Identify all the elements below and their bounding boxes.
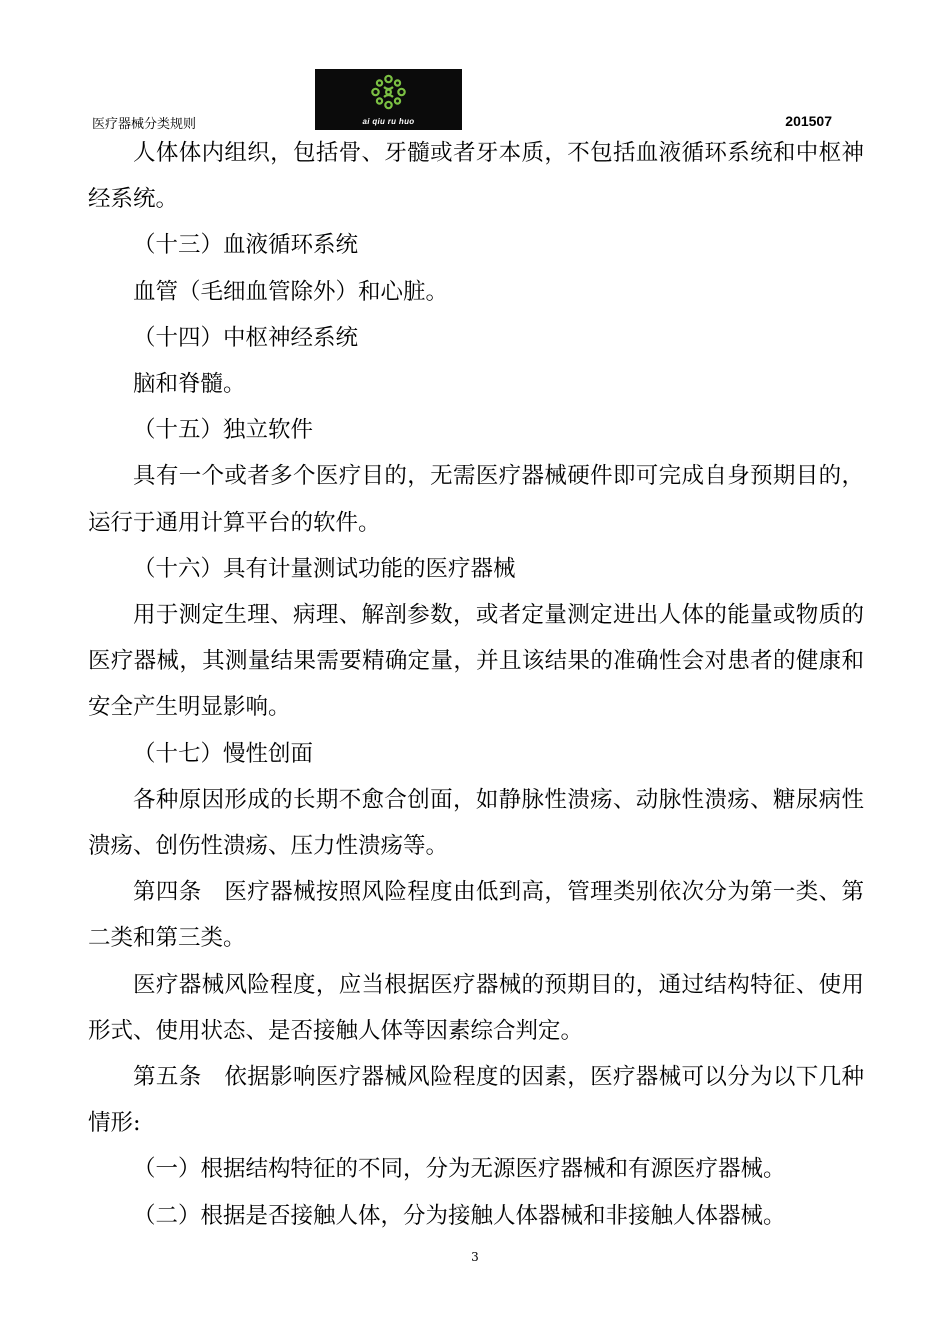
logo (315, 69, 462, 130)
paragraph: 医疗器械风险程度，应当根据医疗器械的预期目的，通过结构特征、使用形式、使用状态、是否接触人体等因素综合判定。 (88, 971, 864, 1044)
paragraph: （十三）血液循环系统 (133, 232, 359, 259)
document-body (88, 130, 864, 1239)
paragraph: （十四）中枢神经系统 (133, 324, 359, 351)
paragraph: （十六）具有计量测试功能的医疗器械 (133, 555, 516, 582)
paragraph: 人体体内组织，包括骨、牙髓或者牙本质，不包括血液循环系统和中枢神经系统。 (88, 140, 864, 213)
page-number: 3 (471, 1250, 479, 1264)
paragraph: 具有一个或者多个医疗目的，无需医疗器械硬件即可完成自身预期目的，运行于通用计算平台的软件。 (88, 463, 864, 536)
page-header-title: 医疗器械分类规则 (92, 117, 197, 132)
paragraph: （一）根据结构特征的不同，分为无源医疗器械和有源医疗器械。 (133, 1156, 786, 1183)
paragraph: 血管（毛细血管除外）和心脏。 (133, 278, 449, 305)
paragraph: （十七）慢性创面 (133, 740, 314, 767)
logo-text: ai qiu ru huo (362, 117, 415, 126)
paragraph: （二）根据是否接触人体，分为接触人体器械和非接触人体器械。 (133, 1202, 786, 1229)
paragraph: 用于测定生理、病理、解剖参数，或者定量测定进出人体的能量或物质的医疗器械，其测量结果需要精确定量，并且该结果的准确性会对患者的健康和安全产生明显影响。 (88, 602, 864, 721)
paragraph: 脑和脊髓。 (133, 371, 246, 398)
page-header-date: 201507 (785, 113, 832, 129)
paragraph: 各种原因形成的长期不愈合创面，如静脉性溃疡、动脉性溃疡、糖尿病性溃疡、创伤性溃疡、压力性溃疡等。 (88, 786, 864, 860)
paragraph: 第四条 医疗器械按照风险程度由低到高，管理类别依次分为第一类、第二类和第三类。 (88, 879, 864, 952)
paragraph: 第五条 依据影响医疗器械风险程度的因素，医疗器械可以分为以下几种情形: (88, 1064, 864, 1137)
paragraph: （十五）独立软件 (133, 417, 314, 444)
